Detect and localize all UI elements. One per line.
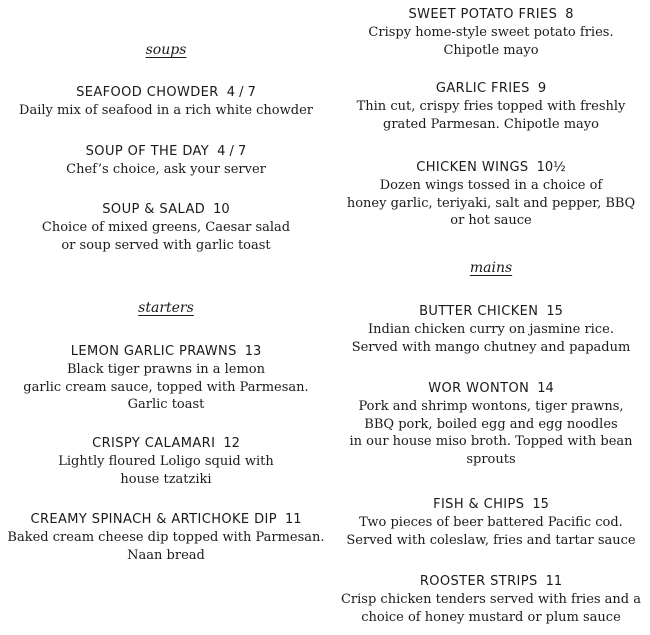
item-name: WOR WONTON <box>428 381 530 396</box>
item-description: Daily mix of seafood in a rich white chowder <box>19 103 313 118</box>
item-name: SOUP OF THE DAY <box>85 144 210 159</box>
item-name: BUTTER CHICKEN <box>419 304 539 319</box>
item-description: Crispy home-style sweet potato fries. Chipotle mayo <box>368 25 614 58</box>
item-price: 4 / 7 <box>226 85 256 100</box>
menu-item-soup-and-salad <box>0 201 332 254</box>
item-description: Pork and shrimp wontons, tiger prawns, BBQ pork, boiled egg and egg noodles in our house miso broth. Topped with bean sprouts <box>349 399 633 467</box>
menu-item-creamy-spinach-artichoke-dip <box>0 511 332 564</box>
menu-item-garlic-fries <box>332 80 650 133</box>
item-description: Baked cream cheese dip topped with Parmesan. Naan bread <box>7 530 325 563</box>
item-name: CRISPY CALAMARI <box>92 436 216 451</box>
item-description: Indian chicken curry on jasmine rice. Served with mango chutney and papadum <box>351 322 631 355</box>
item-description: Black tiger prawns in a lemon garlic cream sauce, topped with Parmesan. Garlic toast <box>23 362 309 412</box>
section-heading-starters: starters <box>138 300 194 316</box>
menu-item-wor-wonton <box>332 380 650 468</box>
item-name: GARLIC FRIES <box>435 81 530 96</box>
item-description: Chef’s choice, ask your server <box>66 162 266 177</box>
menu-item-soup-of-the-day <box>0 143 332 179</box>
menu-item-butter-chicken <box>332 303 650 356</box>
item-description: Thin cut, crispy fries topped with freshly grated Parmesan. Chipotle mayo <box>356 99 626 132</box>
item-name: SOUP & SALAD <box>102 202 206 217</box>
item-name: LEMON GARLIC PRAWNS <box>70 344 237 359</box>
item-price: 14 <box>537 381 554 396</box>
item-name: ROOSTER STRIPS <box>419 574 538 589</box>
item-name: CHICKEN WINGS <box>416 160 529 175</box>
item-price: 11 <box>284 512 302 527</box>
item-price: 9 <box>537 81 547 96</box>
item-price: 8 <box>565 7 574 22</box>
item-name: CREAMY SPINACH & ARTICHOKE DIP <box>30 512 277 527</box>
item-price: 15 <box>532 497 549 512</box>
item-description: Lightly floured Loligo squid with house tzatziki <box>58 454 274 487</box>
item-description: Two pieces of beer battered Pacific cod. Served with coleslaw, fries and tartar sauce <box>346 515 636 548</box>
menu-item-fish-and-chips <box>332 496 650 549</box>
menu-item-chicken-wings <box>332 159 650 230</box>
item-description: Choice of mixed greens, Caesar salad or soup served with garlic toast <box>41 220 291 253</box>
item-price: 10 <box>213 202 230 217</box>
menu-item-rooster-strips <box>332 573 650 626</box>
item-description: Crisp chicken tenders served with fries and a choice of honey mustard or plum sauce <box>340 592 642 625</box>
section-heading-mains: mains <box>469 260 513 276</box>
item-description: Dozen wings tossed in a choice of honey garlic, teriyaki, salt and pepper, BBQ or hot sauce <box>346 178 636 228</box>
item-price: 10½ <box>536 160 566 175</box>
item-price: 4 / 7 <box>217 144 247 159</box>
item-price: 11 <box>545 574 563 589</box>
item-name: SWEET POTATO FRIES <box>408 7 558 22</box>
item-price: 15 <box>546 304 563 319</box>
item-price: 13 <box>244 344 262 359</box>
menu-item-lemon-garlic-prawns <box>0 343 332 414</box>
menu-item-crispy-calamari <box>0 435 332 488</box>
item-name: SEAFOOD CHOWDER <box>76 85 219 100</box>
item-name: FISH & CHIPS <box>433 497 525 512</box>
item-price: 12 <box>223 436 240 451</box>
menu-item-sweet-potato-fries <box>332 6 650 59</box>
section-heading-soups: soups <box>145 42 187 58</box>
menu-item-seafood-chowder <box>0 84 332 120</box>
